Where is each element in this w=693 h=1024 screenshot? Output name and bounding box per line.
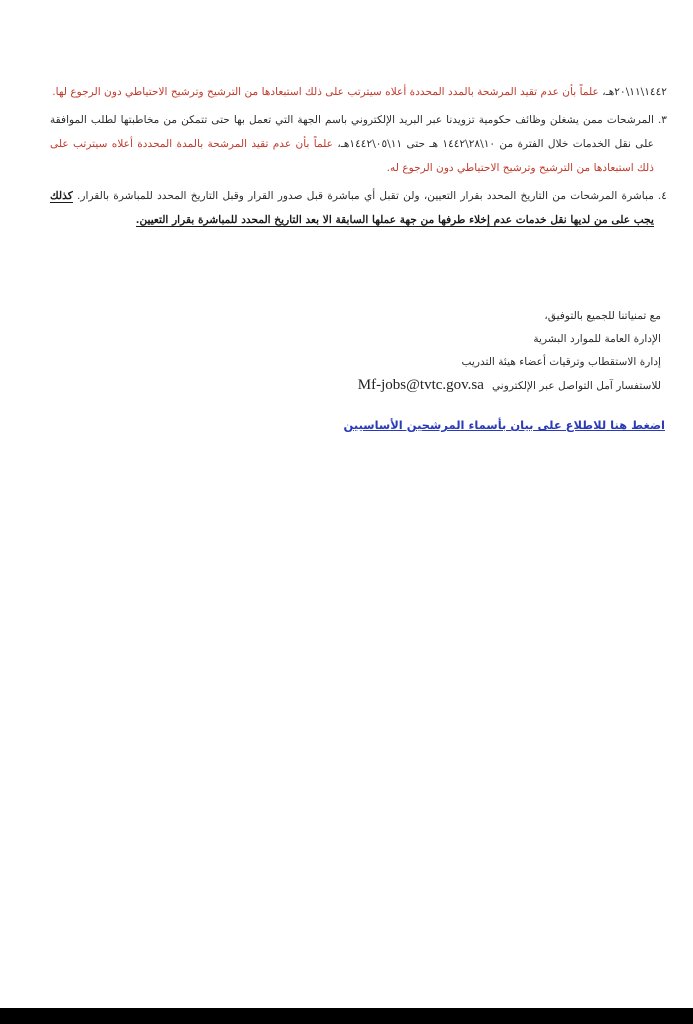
contact-label: للاستفسار آمل التواصل عبر الإلكتروني [491, 380, 661, 392]
department-recruitment: إدارة الاستقطاب وترقيات أعضاء هيئة التدريب [461, 356, 661, 368]
greeting: مع تمنياتنا للجميع بالتوفيق، [544, 310, 661, 322]
department-hr: الإدارة العامة للموارد البشرية [533, 333, 661, 345]
list-item-3 [50, 108, 667, 180]
signature-block [358, 305, 661, 398]
warning-text: علماً بأن عدم تقيد المرشحة بالمدة المحددة أعلاه سيترتب على ذلك استبعادها من الترشيح وترشيح الاحتياطي دون الرجوع له. [50, 138, 654, 174]
item-text: مباشرة المرشحات من التاريخ المحدد بقرار التعيين، ولن تقبل أي مباشرة قبل صدور القرار وقبل التاريخ المحدد للمباشرة بالقرار. [77, 190, 654, 202]
candidates-list-link[interactable]: اضغط هنا للاطلاع على بيان بأسماء المرشحين الأساسيين [343, 418, 665, 432]
list-item-4 [50, 184, 667, 232]
paragraph-continuation [50, 80, 667, 104]
contact-line [358, 374, 661, 398]
item-number: ٣. [657, 114, 667, 126]
bottom-bar [0, 1008, 693, 1024]
item-number: ٤. [657, 190, 667, 202]
contact-email[interactable]: Mf-jobs@tvtc.gov.sa [357, 377, 484, 393]
item-text: المرشحات ممن يشغلن وظائف حكومية تزويدنا عبر البريد الإلكتروني باسم الجهة التي تعمل بها حتى تتمكن من مخاطبتها لطلب الموافقة على نقل الخدمات خلال الفترة من ١٠\٢٨\١٤٤٢ هـ حتى ١١\٠٥\١٤٤٢هـ، [50, 114, 654, 150]
emphasis-text: كذلك يجب على من لديها نقل خدمات عدم إخلاء طرفها من جهة عملها السابقة الا بعد التاريخ المحدد للمباشرة بقرار التعيين. [50, 190, 654, 226]
warning-text: علماً بأن عدم تقيد المرشحة بالمدد المحددة أعلاه سيترتب على ذلك استبعادها من الترشيح وترشيح الاحتياطي دون الرجوع لها. [52, 86, 599, 98]
document-body [50, 80, 667, 236]
date-text: ١٤٤٢\١١\٢٠هـ، [602, 86, 667, 98]
